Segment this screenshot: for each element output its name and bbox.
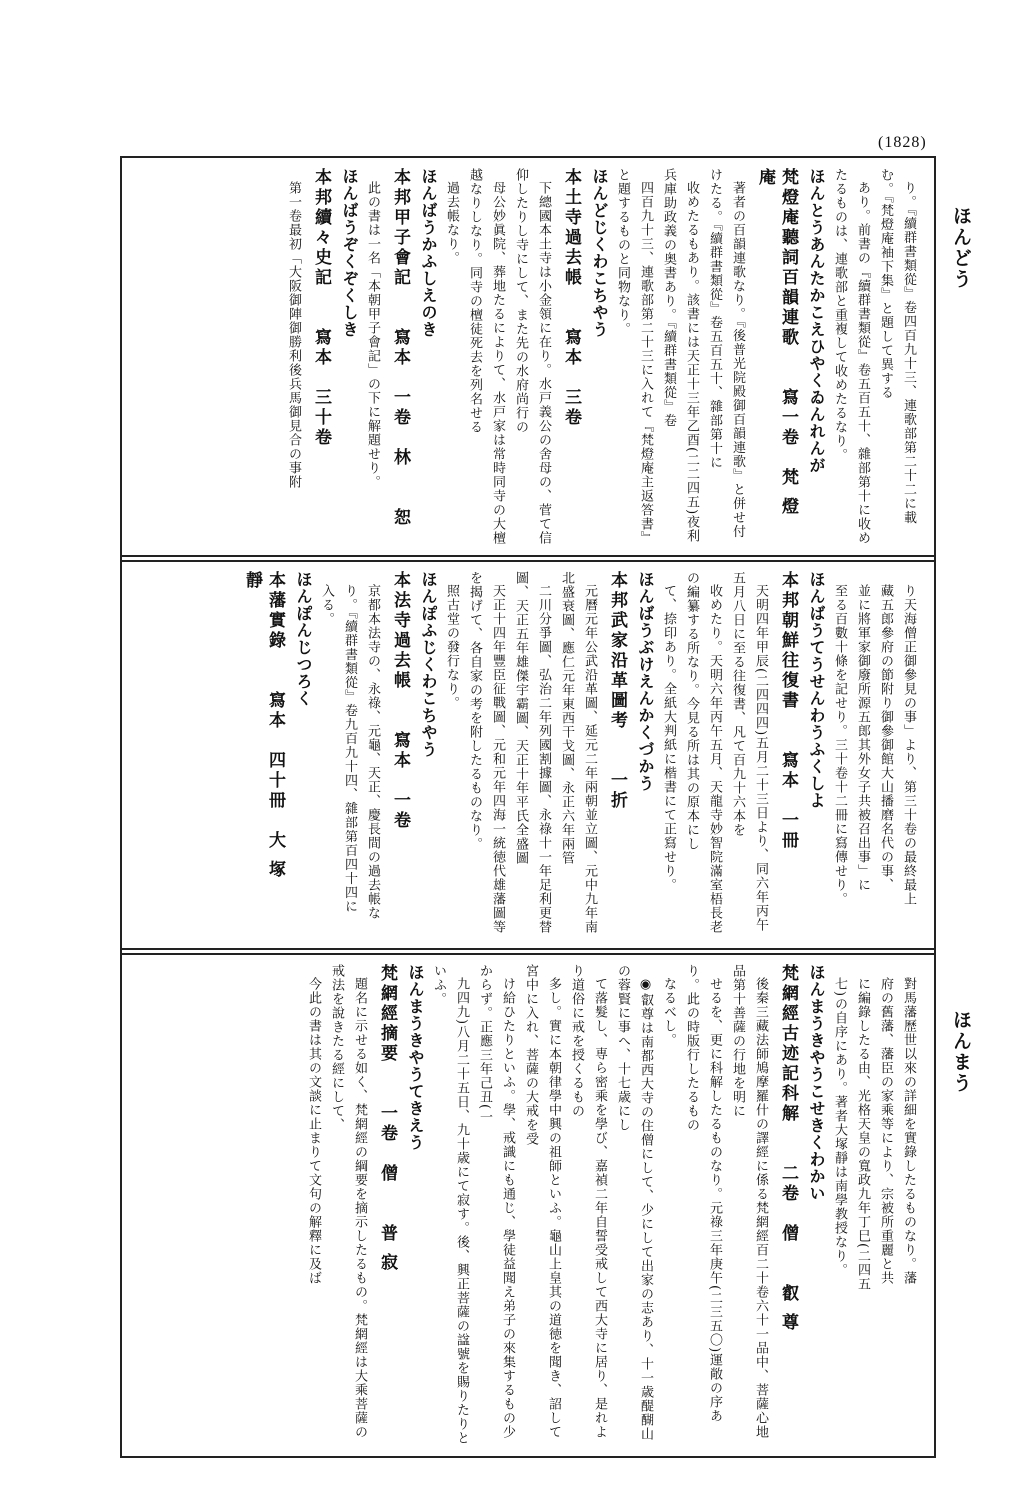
entry-reading: ほんばうかふしえのき bbox=[419, 168, 438, 338]
entry-text: 入る。 bbox=[319, 584, 334, 626]
entry-title: 本土寺過去帳 寫本 三卷 bbox=[561, 168, 581, 428]
entry-reading: ほんばうてうせんわうふくしよ bbox=[807, 571, 826, 809]
entry-text: 元曆元年公武沿革圖、延元二年兩朝並立圖、元中九年南北盛衰圖、應仁元年東西干戈圖、永正六年兩管 bbox=[559, 571, 597, 934]
entry-title: 本邦甲子會記 寫本 一卷 林 恕 bbox=[390, 168, 410, 528]
dictionary-frame bbox=[120, 156, 936, 1458]
entry-text: 多し。實に本朝律學中興の祖師といふ。龜山上皇其の道徳を聞き、詔して宮中に入れ、菩薩の大戒を受 bbox=[523, 964, 561, 1439]
entry-title: 本邦朝鮮往復書 寫本 一冊 bbox=[778, 571, 798, 851]
entry-text: り。『續群書類從』卷九百九十四、雜部第百四十四に bbox=[342, 584, 357, 914]
entry-text: せるを、更に科解したるものなり。元祿三年庚午(二三五〇)運敞の序あり。此の時版行したるもの bbox=[684, 964, 722, 1424]
text-band-middle bbox=[106, 561, 934, 948]
entry-text: 二川分爭圖、弘治二年列國割據圖、永祿十一年足利更替圖、天正五年雄傑宇霸圖、天正十年平氏全盛圖 bbox=[513, 571, 551, 934]
entry-text: り天海僧正御參見の事」より、第三十卷の最終最上 bbox=[901, 584, 916, 906]
entry-text: り。『續群書類從』卷四百九十三、連歌部第二十二に載む。『梵燈庵袖下集』と題して異する bbox=[878, 168, 916, 525]
entry-title: 本法寺過去帳 寫本 一卷 bbox=[390, 571, 410, 831]
entry-text: 藏五郎參府の節附り御參御館大山播磨名代の事、 bbox=[878, 584, 893, 892]
entry-text: 題名に示せる如く、梵網經の綱要を摘示したるもの。梵網經は大乘菩薩の戒法を說きたる經にして、 bbox=[329, 964, 367, 1439]
entry-text: あり。前書の『續群書類從』卷五百五十、雜部第十に收めたるものは、連歌部と重複して收めたるなり。 bbox=[832, 168, 870, 545]
entry-text: 京都本法寺の、永祿、元龜、天正、慶長間の過去帳な bbox=[365, 584, 380, 920]
entry-text: 母公妙眞院、葬地たるによりて、水戸家は常時同寺の大檀越なりしなり。同寺の檀徒死去を列名せる bbox=[467, 168, 505, 545]
entry-reading: ほんまうきやうこせきくわかい bbox=[807, 964, 826, 1202]
divider bbox=[122, 948, 934, 950]
entry-text: 天明四年甲辰(二四四四)五月二十三日より、同六年丙午五月八日に至る往復書、凡て百九十六本を bbox=[730, 571, 768, 933]
running-headword-top: ほんどう bbox=[950, 206, 972, 290]
page-number: (1828) bbox=[878, 134, 927, 151]
entry-text: 後秦三藏法師鳩摩羅什の譯經に係る梵網經百二十卷六十一品中、菩薩心地品第十善薩の行地を明に bbox=[730, 964, 768, 1439]
divider bbox=[122, 555, 934, 557]
text-band-bottom bbox=[106, 954, 934, 1458]
entry-text: 對馬藩歷世以來の詳細を實錄したるものなり。藩 bbox=[901, 977, 916, 1285]
entry-text: ◉叡尊は南都西大寺の住僧にして、少にして出家の志あり、十一歳醍醐山の蓉賢に事へ、十七歳にし bbox=[615, 964, 653, 1441]
entry-text: 照古堂の發行なり。 bbox=[444, 584, 459, 710]
entry-text: 著者の百韻連歌なり。『後普光院殿御百韻連歌』と併せ付けたる。『續群書類從』卷五百五十、雜部第十に bbox=[707, 168, 745, 539]
text-band-top bbox=[106, 158, 934, 555]
entry-reading: ほんばうぞくぞくしき bbox=[340, 168, 359, 338]
entry-reading: ほんばうぶけえんかくづかう bbox=[636, 571, 655, 792]
entry-text: 今此の書は其の文談に止まりて文句の解釋に及ば bbox=[306, 977, 321, 1285]
entry-title: 梵網經摘要 一卷 僧 普 寂 bbox=[377, 964, 397, 1273]
entry-text: 七)の自序にあり。著者大塚靜は南學教授なり。 bbox=[832, 977, 847, 1278]
entry-title: 本邦武家沿革圖考 一折 bbox=[607, 571, 627, 811]
entry-text: 第一卷最初「大阪御陣御勝利後兵馬御見合の事附 bbox=[286, 181, 301, 489]
entry-text: 九四九)八月二十五日、九十歳にて寂す。後、興正菩薩の諡號を賜りたりといふ。 bbox=[431, 964, 469, 1446]
entry-reading: ほんどじくわこちやう bbox=[590, 168, 609, 338]
entry-reading: ほんまうきやうてきえう bbox=[406, 964, 425, 1151]
entry-reading: ほんとうあんたかこえひやくゐんれんが bbox=[807, 168, 826, 474]
entry-text: 收めたるもあり。該書には天正十三年乙酉(二二四五)夜利兵庫助政義の奥書あり。『續群書類從』卷 bbox=[661, 168, 699, 544]
entry-title: 本藩實錄 寫本 四十冊 大 塚 靜 bbox=[242, 571, 285, 920]
entry-text: 此の書は一名「本朝甲子會記」の下に解題せり。 bbox=[365, 181, 380, 489]
entry-text: 過去帳なり。 bbox=[444, 181, 459, 265]
entry-text: 並に將軍家御廢所源五郎其外女子共被召出事」に bbox=[855, 584, 870, 892]
entry-text: なるべし。 bbox=[661, 977, 676, 1047]
entry-text: 下總國本土寺は小金領に在り。水戸義公の舍母の、菅て信仰したりし寺にして、また先の水府尚行の bbox=[513, 168, 551, 545]
entry-text: け給ひたりといふ。學、戒識にも通じ、學徒益聞え弟子の來集するもの少からず。正應三年己丑(一 bbox=[477, 964, 515, 1439]
entry-text: 收めたり。天明六年丙午五月、天龍寺妙智院滿室梧長老の編纂する所なり。今見る所は其の原本にし bbox=[684, 571, 722, 934]
running-headword-bottom: ほんまう bbox=[950, 1010, 972, 1094]
entry-text: 至る百數十條を記せり。三十卷十二冊に寫傳せり。 bbox=[832, 584, 847, 906]
entry-title: 本邦續々史記 寫本 三十卷 bbox=[311, 168, 331, 448]
entry-title: 梵燈庵聽詞百韻連歌 寫一卷 梵 燈 庵 bbox=[755, 168, 798, 517]
entry-text: て落髮し、専ら密乘を學び、嘉禎二年自誓受戒して西大寺に居り、是れより道俗に戒を授くるもの bbox=[569, 964, 607, 1439]
entry-text: 天正十四年豐臣征戰圖、元和元年四海一統徳代雄藩圖等を揭げて、各自家の考を附したるものなり。 bbox=[467, 571, 505, 934]
entry-text: 四百九十三、連歌部第二十三に入れて『梵燈庵主返答書』と題するものと同物なり。 bbox=[615, 168, 653, 545]
entry-title: 梵網經古迹記科解 二卷 僧 叡 尊 bbox=[778, 964, 798, 1333]
entry-reading: ほんぽふじくわこちやう bbox=[419, 571, 438, 758]
entry-reading: ほんぽんじつろく bbox=[294, 571, 313, 707]
entry-text: 府の舊藩、藩臣の家乘等により、宗被所重麗と共 bbox=[878, 977, 893, 1285]
entry-text: に編錄したる由、光格天皇の寬政九年丁巳(二四五 bbox=[855, 977, 870, 1292]
entry-text: て、捺印あり。全紙大判紙に楷書にて正寫せり。 bbox=[661, 584, 676, 892]
